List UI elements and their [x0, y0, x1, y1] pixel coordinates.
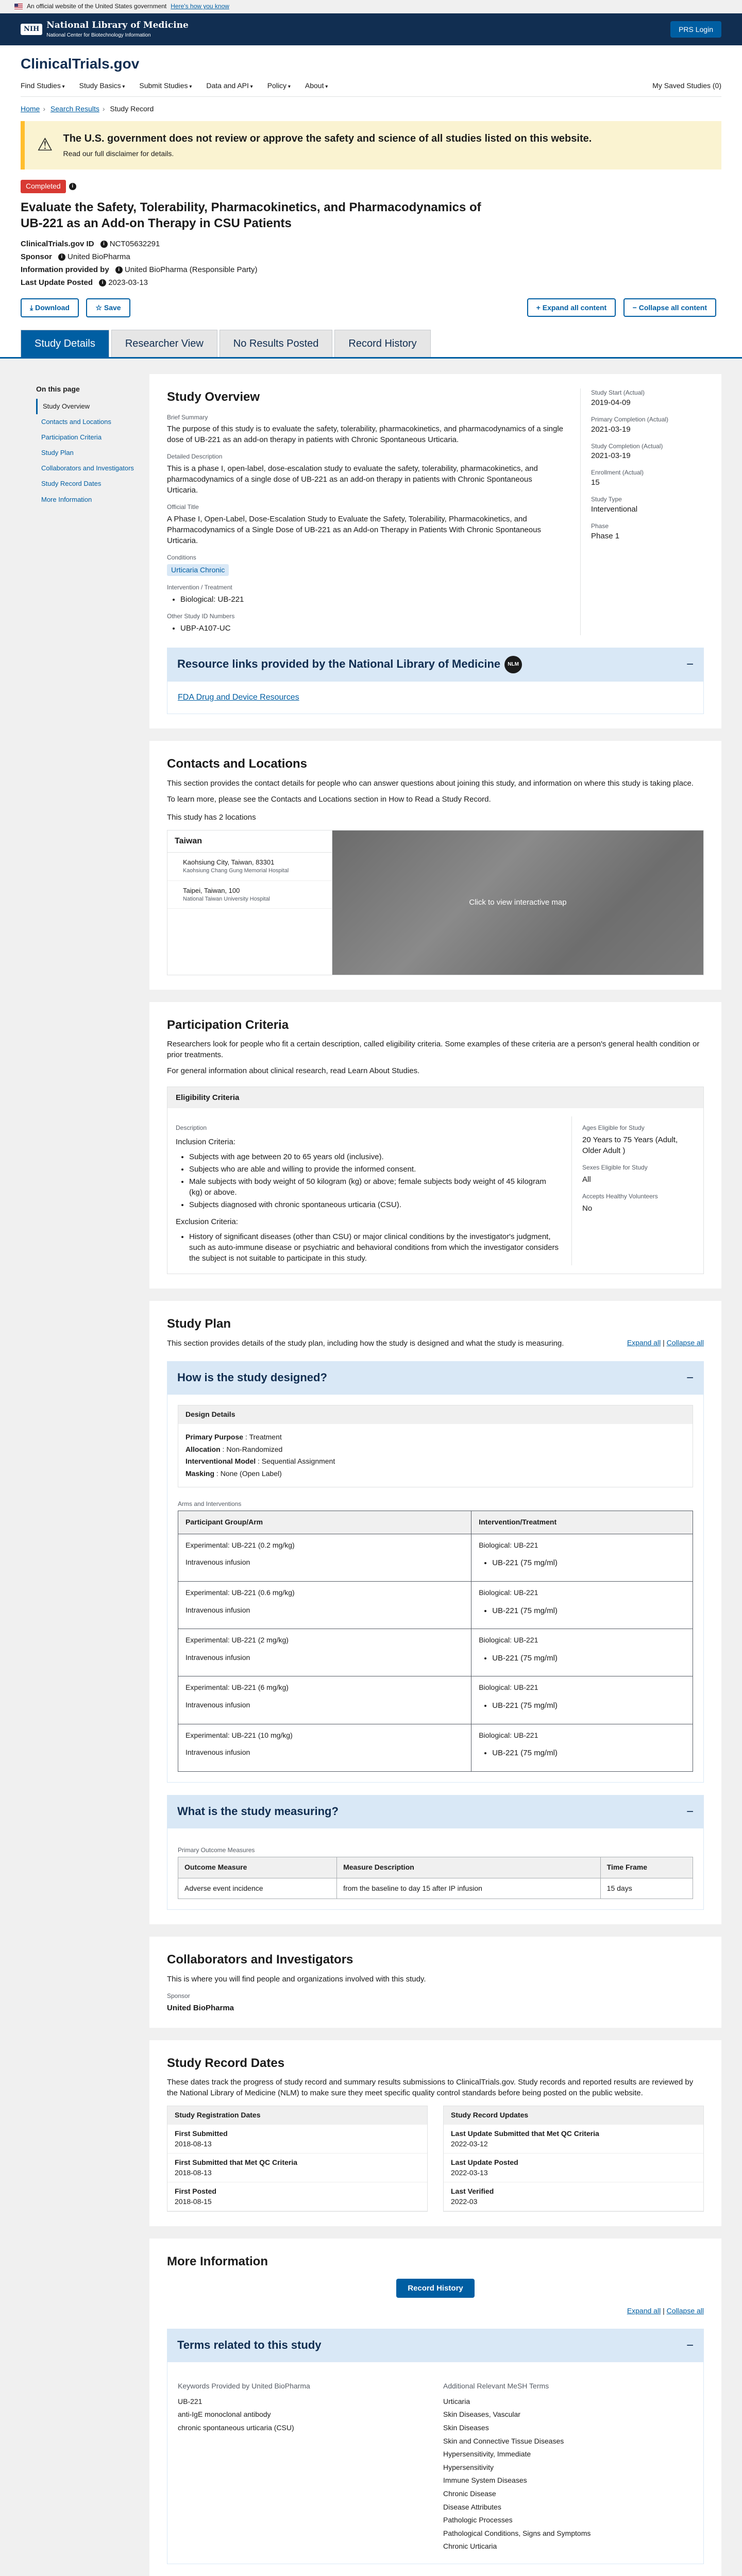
plus-icon: + [536, 303, 543, 312]
arms-label: Arms and Interventions [178, 1500, 242, 1508]
mesh-term: Skin Diseases, Vascular [443, 2410, 520, 2419]
outcome-cell: 15 days [600, 1878, 693, 1899]
map-label: Click to view interactive map [469, 898, 567, 907]
more-info-section: More Information Record History Expand all | Collapse all Terms related to this study − Keywords Provided by United BioPharma UB-221 anti-IgE monoclonal antibody chronic spontaneous urticaria (CSU) Additional Relevant MeSH Terms Urticaria Skin Diseases, Vascular Skin Diseases Skin and Connective Tissue Diseases Hypersensitivity, Immediate Hypersensitivity Immune System Diseases Chronic Disease Disease Attributes Pathologic Processes Pathological Conditions, Signs and Symptoms Chronic Urticaria [149, 2239, 721, 2576]
site-title[interactable]: ClinicalTrials.gov [21, 56, 140, 72]
arm-name: Experimental: UB-221 (6 mg/kg) [185, 1683, 289, 1692]
sidenav-item-more-info[interactable]: More Information [41, 495, 92, 503]
expand-all-label: Expand all content [542, 303, 607, 312]
disclaimer-text: Read our full disclaimer for details. [63, 149, 174, 158]
fact-label: Phase [591, 522, 609, 530]
date-label: First Submitted [175, 2129, 228, 2138]
info-icon[interactable]: i [100, 241, 108, 248]
date-label: Last Verified [451, 2187, 494, 2196]
other-id-item: • UBP-A107-UC [180, 623, 565, 634]
location-country: Taiwan [167, 831, 332, 853]
fact-label: Study Start (Actual) [591, 388, 645, 396]
sponsor-label: Sponsor [21, 252, 52, 261]
mesh-term: Immune System Diseases [443, 2476, 527, 2485]
contacts-section [149, 741, 721, 990]
info-provided: United BioPharma (Responsible Party) [124, 265, 258, 274]
saved-studies-link[interactable]: My Saved Studies (0) [652, 81, 721, 90]
healthy-label: Accepts Healthy Volunteers [582, 1193, 658, 1200]
sidenav-item-contacts[interactable]: Contacts and Locations [41, 417, 111, 426]
mesh-term: Chronic Urticaria [443, 2542, 497, 2551]
nlm-name: National Library of Medicine [46, 20, 189, 31]
arms-header-intervention: Intervention/Treatment [471, 1511, 693, 1534]
outcome-table [178, 1857, 693, 1899]
participation-text: Researchers look for people who fit a certain description, called eligibility criteria. Some examples of these criteria are a person's general health condition or prior treatments. [167, 1040, 700, 1060]
info-icon[interactable]: i [58, 253, 65, 261]
more-title: More Information [167, 2255, 268, 2269]
arm-sub: • UB-221 (75 mg/ml) [492, 1557, 685, 1568]
record-history-button[interactable]: Record History [396, 2279, 475, 2298]
outcome-label: Primary Outcome Measures [178, 1846, 255, 1854]
download-label: Download [35, 303, 70, 312]
allocation-label: Allocation [185, 1445, 221, 1453]
participation-section [149, 1002, 721, 1289]
mesh-term: Disease Attributes [443, 2502, 501, 2511]
nav-submit-studies[interactable]: Submit Studies ▾ [139, 81, 192, 91]
us-flag-icon [14, 4, 23, 9]
study-header [0, 180, 742, 330]
nlm-logo[interactable] [21, 20, 189, 39]
outcome-header: Measure Description [337, 1857, 601, 1878]
record-dates-section [149, 2040, 721, 2227]
outcome-cell: from the baseline to day 15 after IP infusion [337, 1878, 601, 1899]
measuring-accordion[interactable] [167, 1795, 704, 1829]
mesh-term: Pathological Conditions, Signs and Symptoms [443, 2529, 591, 2537]
mesh-term: Hypersensitivity, Immediate [443, 2450, 531, 2459]
ages-value: 20 Years to 75 Years (Adult, Older Adult ) [582, 1136, 678, 1156]
nlm-badge-icon: NLM [504, 656, 522, 673]
healthy-value: No [582, 1204, 593, 1213]
collapse-icon[interactable]: − [686, 2338, 694, 2352]
study-title: Evaluate the Safety, Tolerability, Pharmacokinetics, and Pharmacodynamics of UB-221 as an Add-on Therapy in CSU Patients [21, 200, 481, 230]
nlm-bar [0, 13, 742, 45]
info-provided-label: Information provided by [21, 265, 109, 274]
sidenav-item-collaborators[interactable]: Collaborators and Investigators [41, 464, 134, 472]
site-header [0, 45, 742, 97]
info-icon[interactable]: i [99, 279, 106, 286]
detailed-description: This is a phase I, open-label, dose-escalation study to evaluate the safety, tolerability, pharmacokinetics, and pharmacodynamics of a single dose of UB-221 as an add-on therapy in patients with Chronic Spontaneous Urticaria. [167, 464, 538, 495]
exclusion-item: • History of significant diseases (other than CSU) or major clinical conditions by the investigator's judgment, such as auto-immune disease or psychiatric and behavioral conditions from which the investigator considers the subject is not suitable to participate in this study. [189, 1231, 559, 1264]
disclaimer-alert [21, 121, 721, 170]
keywords-label: Keywords Provided by United BioPharma [178, 2382, 310, 2391]
fact-value: Phase 1 [591, 531, 620, 540]
minus-icon: − [632, 303, 639, 312]
breadcrumb-search-results[interactable]: Search Results [50, 104, 99, 113]
table-row [178, 1582, 693, 1629]
arm-name: Experimental: UB-221 (0.6 mg/kg) [185, 1588, 295, 1597]
inclusion-item: • Male subjects with body weight of 50 kilogram (kg) or above; female subjects body weight of 45 kilogram (kg) or above. [189, 1176, 559, 1198]
breadcrumb: Home › Search Results › Study Record [0, 97, 742, 122]
disclaimer-title: The U.S. government does not review or approve the safety and science of all studies listed on this website. [63, 133, 592, 145]
study-plan-section: Study Plan This section provides details of the study plan, including how the study is designed and what the study is measuring. Expand all | Collapse all How is the study designed? − Design Details Primary Purpose : Treatment Allocation : Non-Randomized Interventional Model : Sequential Assignment Masking : None (Open Label) Arms and Interventions Participant Group/Arm Intervention/Treatment Experimental: UB-221 (0.2 mg/kg) Intravenous infusion Biological: UB-221 • UB-221 (75 mg/ml) Experimental: UB-221 (0.6 mg/kg) Intravenous infusion Biological: UB-221 • UB-221 (75 mg/ml) Experimental: UB-221 (2 mg/kg) Intravenous infusion Biological: UB-221 • UB-221 (75 mg/ml) Experimental: UB-221 (6 mg/kg) Intravenous infusion Biological: UB-221 • UB-221 (75 mg/ml) Experimental: UB-221 (10 mg/kg) Intravenous infusion Biological: UB-221 • UB-221 (75 mg/ml) What is the study measuring? − Primary Outcome Measures Outcome Measure Measure Description Time Frame Adverse event incidence from the baseline to day 15 after IP infusion 15 days [149, 1301, 721, 1924]
table-row [178, 1534, 693, 1581]
keywords-column [178, 2372, 428, 2553]
contacts-title: Contacts and Locations [167, 757, 308, 771]
inclusion-item: • Subjects who are able and willing to provide the informed consent. [189, 1164, 559, 1175]
collab-text: This is where you will find people and organizations involved with this study. [167, 1974, 426, 1984]
dates-text: These dates track the progress of study record and summary results submissions to ClinicalTrials.gov. Study records and reported results are reviewed by the National Library of Medicine (NLM) to make sure they meet specific quality control standards before being posted on the public website. [167, 2078, 694, 2098]
fact-value: Interventional [591, 504, 638, 514]
registration-dates [167, 2106, 428, 2212]
tab-no-results[interactable]: No Results Posted [220, 330, 333, 357]
nct-id: NCT05632291 [109, 239, 160, 248]
eligibility-title: Eligibility Criteria [167, 1087, 703, 1108]
fact-value: 15 [591, 478, 600, 487]
arm-name: Experimental: UB-221 (10 mg/kg) [185, 1731, 293, 1739]
other-ids-label: Other Study ID Numbers [167, 613, 235, 620]
arm-sub: • UB-221 (75 mg/ml) [492, 1605, 685, 1616]
inclusion-item: • Subjects diagnosed with chronic spontaneous urticaria (CSU). [189, 1199, 559, 1210]
model-label: Interventional Model [185, 1457, 256, 1466]
date-label: First Submitted that Met QC Criteria [175, 2158, 298, 2167]
collapse-icon[interactable]: − [686, 1804, 694, 1819]
date-value: 2022-03 [451, 2197, 478, 2206]
purpose-label: Primary Purpose [185, 1433, 244, 1442]
arms-table [178, 1511, 693, 1772]
arm-bio: Biological: UB-221 [479, 1731, 538, 1739]
record-updates [443, 2106, 704, 2212]
outcome-header: Time Frame [600, 1857, 693, 1878]
date-value: 2018-08-13 [175, 2139, 212, 2148]
collab-sponsor: United BioPharma [167, 2003, 234, 2012]
locations-count: This study has 2 locations [167, 812, 256, 822]
info-icon[interactable]: i [69, 183, 76, 190]
breadcrumb-home[interactable]: Home [21, 104, 40, 113]
arm-desc: Intravenous infusion [185, 1700, 250, 1709]
prs-login-button[interactable]: PRS Login [670, 21, 721, 38]
record-tabs [0, 330, 742, 359]
gov-banner [0, 0, 742, 13]
allocation-value: Non-Randomized [226, 1445, 283, 1453]
arms-header-group: Participant Group/Arm [178, 1511, 471, 1534]
location-city: Taipei, Taiwan, 100 [183, 886, 240, 894]
terms-accordion[interactable] [167, 2329, 704, 2363]
tab-record-history[interactable]: Record History [334, 330, 430, 357]
description-label: Description [176, 1124, 207, 1132]
mesh-term: Chronic Disease [443, 2489, 496, 2498]
outcome-header: Outcome Measure [178, 1857, 337, 1878]
mesh-column [443, 2372, 693, 2553]
arm-desc: Intravenous infusion [185, 1748, 250, 1757]
brief-summary: The purpose of this study is to evaluate the safety, tolerability, pharmacokinetics, and pharmacodynamics of a single dose of UB-221 as an add-on therapy in patients with Chronic Spontaneous Urticaria. [167, 425, 564, 445]
masking-value: None (Open Label) [220, 1469, 282, 1478]
location-item[interactable] [167, 853, 332, 880]
arm-bio: Biological: UB-221 [479, 1588, 538, 1597]
gov-banner-text: An official website of the United States government [27, 3, 167, 10]
fact-value: 2021-03-19 [591, 451, 631, 461]
purpose-value: Treatment [249, 1433, 282, 1442]
masking-label: Masking [185, 1469, 215, 1478]
fact-label: Study Completion (Actual) [591, 442, 663, 450]
collaborators-section [149, 1937, 721, 2027]
keyword-item: chronic spontaneous urticaria (CSU) [178, 2424, 294, 2432]
nav-about[interactable]: About ▾ [305, 81, 328, 91]
arm-name: Experimental: UB-221 (2 mg/kg) [185, 1636, 289, 1645]
more-collapse-all[interactable]: Collapse all [666, 2307, 704, 2315]
design-question: How is the study designed? [177, 1371, 327, 1384]
sexes-value: All [582, 1175, 591, 1184]
mesh-label: Additional Relevant MeSH Terms [443, 2382, 549, 2391]
collapse-icon[interactable]: − [686, 657, 694, 672]
gov-banner-link[interactable]: Here's how you know [171, 3, 229, 10]
collab-title: Collaborators and Investigators [167, 1953, 353, 1967]
contacts-text: This section provides the contact details for people who can answer questions about joining this study, and information on where this study is taking place. [167, 778, 694, 788]
eligibility-box [167, 1087, 704, 1274]
nav-find-studies[interactable]: Find Studies ▾ [21, 81, 65, 91]
date-label: Last Update Submitted that Met QC Criteria [451, 2129, 599, 2138]
date-label: First Posted [175, 2187, 216, 2196]
arm-sub: • UB-221 (75 mg/ml) [492, 1748, 685, 1758]
outcome-cell: Adverse event incidence [178, 1878, 337, 1899]
breadcrumb-current: Study Record [110, 104, 154, 113]
tab-researcher-view[interactable]: Researcher View [111, 330, 217, 357]
resource-title: Resource links provided by the National Library of Medicine [177, 657, 501, 670]
more-expand-all[interactable]: Expand all [627, 2307, 661, 2315]
location-item[interactable] [167, 881, 332, 909]
main-nav [21, 74, 721, 97]
interactive-map[interactable] [332, 831, 703, 975]
nav-data-api[interactable]: Data and API ▾ [206, 81, 252, 91]
arm-desc: Intravenous infusion [185, 1558, 250, 1567]
date-label: Last Update Posted [451, 2158, 518, 2167]
contacts-learn: To learn more, please see the Contacts and Locations section in How to Read a Study Record. [167, 794, 491, 804]
participation-title: Participation Criteria [167, 1018, 289, 1032]
table-row [178, 1629, 693, 1676]
arm-bio: Biological: UB-221 [479, 1683, 538, 1692]
condition-chip[interactable]: Urticaria Chronic [167, 564, 229, 577]
sponsor-name: United BioPharma [68, 252, 130, 261]
on-this-page-nav [21, 374, 149, 2576]
date-value: 2022-03-12 [451, 2139, 488, 2148]
nlm-sub: National Center for Biotechnology Information [46, 32, 151, 38]
keyword-item: anti-IgE monoclonal antibody [178, 2410, 271, 2419]
fact-label: Primary Completion (Actual) [591, 415, 669, 423]
expand-all-button[interactable] [527, 298, 616, 317]
last-update: 2023-03-13 [108, 278, 148, 287]
sidenav-item-plan[interactable]: Study Plan [41, 449, 74, 457]
collapse-all-button[interactable] [623, 298, 716, 317]
location-name: National Taiwan University Hospital [183, 895, 270, 902]
intervention-label: Intervention / Treatment [167, 584, 232, 591]
download-icon: ⤓ [30, 303, 36, 312]
save-button[interactable] [86, 298, 130, 317]
nct-label: ClinicalTrials.gov ID [21, 239, 94, 248]
collapse-icon[interactable]: − [686, 1370, 694, 1385]
inclusion-label: Inclusion Criteria: [176, 1138, 235, 1147]
inclusion-item: • Subjects with age between 20 to 65 years old (inclusive). [189, 1151, 559, 1162]
arm-desc: Intravenous infusion [185, 1605, 250, 1614]
date-value: 2022-03-13 [451, 2168, 488, 2177]
registration-title: Study Registration Dates [167, 2106, 427, 2125]
updates-title: Study Record Updates [444, 2106, 703, 2125]
exclusion-label: Exclusion Criteria: [176, 1217, 238, 1227]
model-value: Sequential Assignment [261, 1457, 335, 1466]
arm-sub: • UB-221 (75 mg/ml) [492, 1653, 685, 1664]
mesh-term: Hypersensitivity [443, 2463, 494, 2471]
fact-label: Study Type [591, 496, 622, 503]
detailed-description-label: Detailed Description [167, 453, 223, 461]
save-label: Save [104, 303, 121, 312]
plan-collapse-all[interactable]: Collapse all [666, 1338, 704, 1347]
arm-sub: • UB-221 (75 mg/ml) [492, 1700, 685, 1711]
measuring-question: What is the study measuring? [177, 1805, 339, 1818]
warning-icon: ⚠ [37, 135, 53, 155]
location-city: Kaohsiung City, Taiwan, 83301 [183, 858, 275, 867]
mesh-term: Pathologic Processes [443, 2516, 513, 2524]
table-row [178, 1676, 693, 1724]
nih-logo-icon: NIH [21, 24, 42, 35]
sidenav-item-overview[interactable]: Study Overview [36, 399, 139, 414]
info-icon[interactable]: i [115, 266, 123, 274]
eligibility-facts [571, 1116, 695, 1265]
arm-name: Experimental: UB-221 (0.2 mg/kg) [185, 1540, 295, 1549]
arm-desc: Intravenous infusion [185, 1653, 250, 1662]
mesh-term: Skin and Connective Tissue Diseases [443, 2436, 564, 2445]
terms-question: Terms related to this study [177, 2338, 322, 2352]
keyword-item: UB-221 [178, 2397, 203, 2405]
study-overview-section [149, 374, 721, 728]
fact-value: 2021-03-19 [591, 425, 631, 434]
conditions-label: Conditions [167, 553, 196, 561]
participation-general: For general information about clinical research, read Learn About Studies. [167, 1066, 420, 1076]
download-button[interactable] [21, 298, 79, 317]
resource-links-accordion[interactable] [167, 648, 704, 682]
official-title: A Phase I, Open-Label, Dose-Escalation Study to Evaluate the Safety, Tolerability, Pharmacokinetics, and Pharmacodynamics of a Single Dose of UB-221 as an Add-on Therapy in Patients With Chronic Spontaneous Urticaria. [167, 514, 541, 545]
design-details-box: Design Details Primary Purpose : Treatment Allocation : Non-Randomized Interventional Model : Sequential Assignment Masking : None (Open Label) [178, 1405, 693, 1487]
fda-resources-link[interactable]: FDA Drug and Device Resources [178, 692, 299, 702]
arm-bio: Biological: UB-221 [479, 1540, 538, 1549]
study-facts-panel [580, 388, 704, 635]
ages-label: Ages Eligible for Study [582, 1124, 645, 1132]
status-badge: Completed [21, 180, 66, 193]
nav-study-basics[interactable]: Study Basics ▾ [79, 81, 125, 91]
sidenav-item-participation[interactable]: Participation Criteria [41, 433, 102, 441]
plan-text: This section provides details of the study plan, including how the study is designed and what the study is measuring. [167, 1338, 564, 1348]
mesh-term: Skin Diseases [443, 2424, 489, 2432]
table-row [178, 1724, 693, 1771]
plan-title: Study Plan [167, 1317, 231, 1331]
design-details-title: Design Details [178, 1405, 693, 1424]
dates-title: Study Record Dates [167, 2056, 285, 2070]
last-update-label: Last Update Posted [21, 278, 93, 287]
table-row [178, 1878, 693, 1899]
location-name: Kaohsiung Chang Gung Memorial Hospital [183, 868, 289, 874]
fact-label: Enrollment (Actual) [591, 469, 644, 477]
date-value: 2018-08-15 [175, 2197, 212, 2206]
collapse-all-label: Collapse all content [638, 303, 707, 312]
fact-value: 2019-04-09 [591, 398, 631, 407]
sidenav-item-dates[interactable]: Study Record Dates [41, 480, 102, 488]
intervention-item: • Biological: UB-221 [180, 594, 565, 605]
sexes-label: Sexes Eligible for Study [582, 1164, 648, 1172]
date-value: 2018-08-13 [175, 2168, 212, 2177]
mesh-term: Urticaria [443, 2397, 470, 2405]
sidenav-title: On this page [36, 384, 80, 393]
collab-sponsor-label: Sponsor [167, 1992, 190, 1999]
save-icon: ☆ [95, 303, 104, 312]
official-title-label: Official Title [167, 503, 199, 511]
brief-summary-label: Brief Summary [167, 413, 208, 421]
nav-policy[interactable]: Policy ▾ [267, 81, 291, 91]
arm-bio: Biological: UB-221 [479, 1636, 538, 1645]
plan-expand-all[interactable]: Expand all [627, 1338, 661, 1347]
tab-study-details[interactable]: Study Details [21, 330, 109, 357]
design-accordion[interactable] [167, 1361, 704, 1395]
locations-list [167, 831, 332, 975]
overview-title: Study Overview [167, 389, 260, 404]
